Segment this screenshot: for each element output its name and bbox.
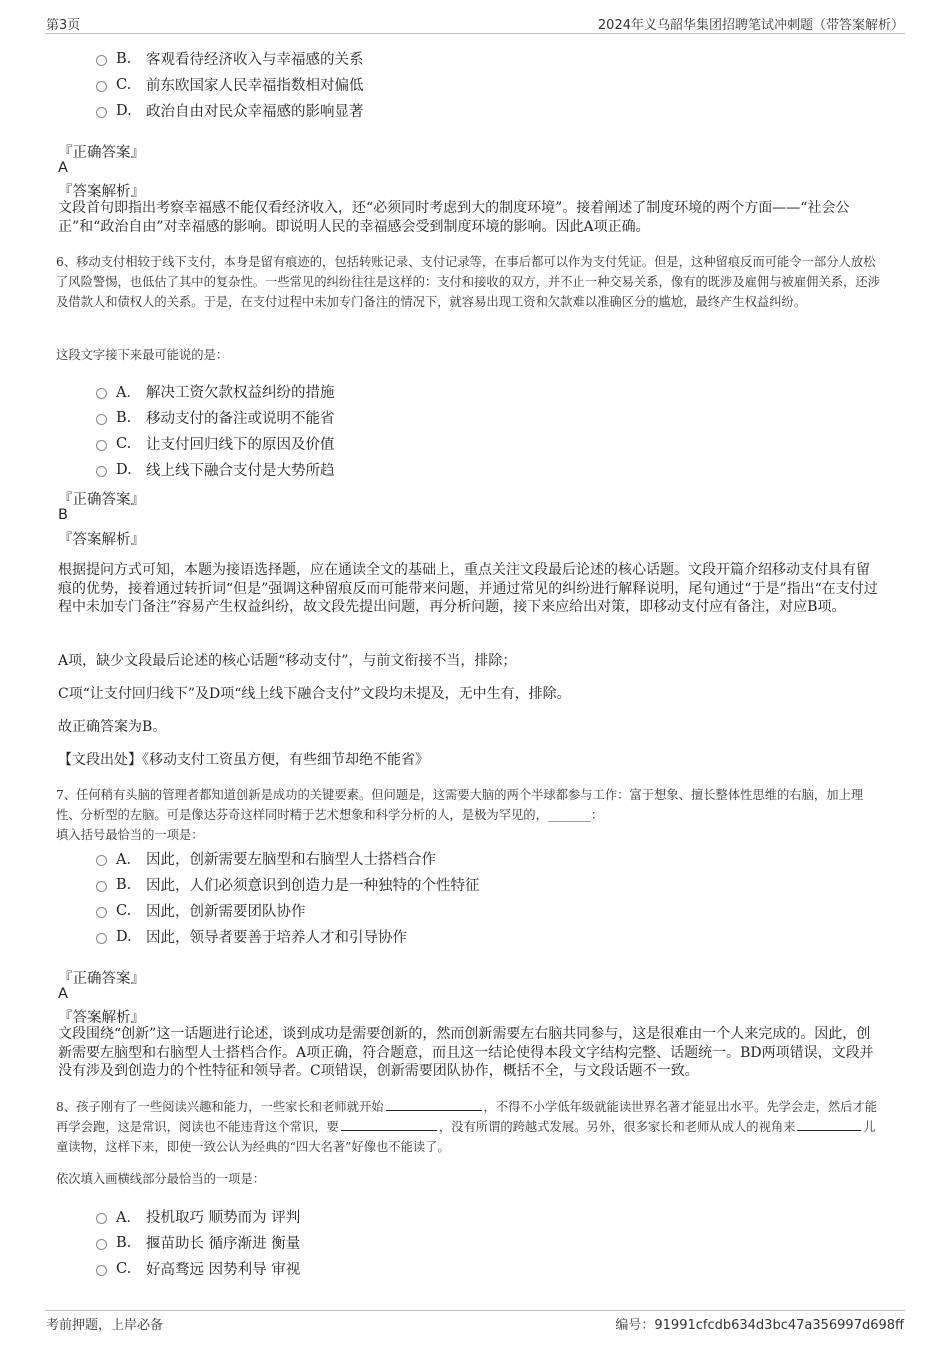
footer-slogan: 考前押题，上岸必备 [46, 1318, 164, 1333]
q5-analysis-label: 『答案解析』 [58, 184, 145, 200]
q6-analysis-p4: 故正确答案为B。 [58, 719, 167, 735]
q8-option-b[interactable]: B. 揠苗助长 循序渐进 衡量 [96, 1232, 300, 1253]
radio-icon[interactable] [96, 1213, 107, 1224]
q7-analysis-label: 『答案解析』 [58, 1010, 145, 1026]
q8-blank-2[interactable] [341, 1118, 437, 1131]
q6-option-c[interactable]: C. 让支付回归线下的原因及价值 [96, 433, 335, 454]
q7-stem: 7、任何稍有头脑的管理者都知道创新是成功的关键要素。但问题是，这需要大脑的两个半球都参与工作：富于想象、擅长整体性思维的右脑，加上理性、分析型的左脑。可是像达芬奇这样同时精于艺术想象和科学分析的人，是极为罕见的，_______： [56, 788, 864, 822]
q5-option-b[interactable]: B. 客观看待经济收入与幸福感的关系 [96, 48, 364, 69]
q8-option-c[interactable]: C. 好高骛远 因势利导 审视 [96, 1258, 300, 1279]
q8-blank-3[interactable] [797, 1118, 861, 1131]
q5-answer-label: 『正确答案』 [58, 145, 145, 161]
radio-icon[interactable] [96, 907, 107, 918]
radio-icon[interactable] [96, 466, 107, 477]
q6-analysis-p3: C项“让支付回归线下”及D项“线上线下融合支付”文段均未提及，无中生有，排除。 [58, 686, 571, 702]
radio-icon[interactable] [96, 1265, 107, 1276]
q7-answer-label: 『正确答案』 [58, 971, 145, 987]
radio-icon[interactable] [96, 107, 107, 118]
q6-stem: 6、移动支付相较于线下支付，本身是留有痕迹的，包括转账记录、支付记录等，在事后都可以作为支付凭证。但是，这种留痕反而可能令一部分人放松了风险警惕，也低估了其中的复杂性。一些常见的纠纷往往是这样的：支付和接收的双方，并不止一种交易关系，像有的既涉及雇佣与被雇佣关系，还涉及借款人和债权人的关系。于是，在支付过程中未加专门备注的情况下，就容易出现工资和欠款难以准确区分的尴尬，最终产生权益纠纷。 [56, 255, 880, 309]
q6-option-a[interactable]: A． 解决工资欠款权益纠纷的措施 [96, 381, 335, 402]
document-title: 2024年义乌韶华集团招聘笔试冲刺题（带答案解析） [597, 18, 904, 33]
q5-analysis: 文段首句即指出考察幸福感不能仅看经济收入，还“必须同时考虑到大的制度环境”。接着阐述了制度环境的两个方面——“社会公正”和“政治自由”对幸福感的影响。即说明人民的幸福感会受到制度环境的影响。因此A项正确。 [58, 200, 850, 235]
q6-option-d[interactable]: D. 线上线下融合支付是大势所趋 [96, 459, 335, 480]
radio-icon[interactable] [96, 414, 107, 425]
radio-icon[interactable] [96, 388, 107, 399]
q7-analysis: 文段围绕“创新”这一话题进行论述，谈到成功是需要创新的，然而创新需要左右脑共同参与，这是很难由一个人来完成的。因此，创新需要左脑型和右脑型人士搭档合作。A项正确，符合题意，而且这一结论使得本段文字结构完整、话题统一。BD两项错误，文段并没有涉及到创造力的个性特征和领导者。C项错误，创新需要团队协作，概括不全，与文段话题不一致。 [58, 1026, 874, 1079]
q6-analysis-p1: 根据提问方式可知，本题为接语选择题，应在通读全文的基础上，重点关注文段最后论述的核心话题。文段开篇介绍移动支付具有留痕的优势，接着通过转折词“但是”强调这种留痕反而可能带来问题，并通过常见的纠纷进行解释说明，尾句通过“于是”指出“在支付过程中未加专门备注”容易产生权益纠纷，故文段先提出问题，再分析问题，接下来应给出对策，即移动支付应有备注，对应B项。 [58, 562, 878, 615]
q6-option-b[interactable]: B. 移动支付的备注或说明不能省 [96, 407, 335, 428]
radio-icon[interactable] [96, 855, 107, 866]
q5-answer: A [58, 160, 68, 176]
radio-icon[interactable] [96, 440, 107, 451]
q6-source: 【文段出处】《移动支付工资虽方便，有些细节却绝不能省》 [58, 752, 429, 768]
q5-option-d[interactable]: D. 政治自由对民众幸福感的影响显著 [96, 100, 364, 121]
q7-option-a[interactable]: A． 因此，创新需要左脑型和右脑型人士搭档合作 [96, 848, 436, 869]
q7-option-c[interactable]: C. 因此，创新需要团队协作 [96, 900, 306, 921]
q6-analysis-p2: A项，缺少文段最后论述的核心话题“移动支付”，与前文衔接不当，排除； [58, 653, 517, 669]
footer-divider [45, 1310, 905, 1311]
radio-icon[interactable] [96, 933, 107, 944]
page-number: 第3页 [46, 18, 81, 33]
q6-answer: B [58, 507, 68, 523]
q8-prompt: 依次填入画横线部分最恰当的一项是： [56, 1172, 266, 1186]
q6-answer-label: 『正确答案』 [58, 492, 145, 508]
q8-stem: 8、孩子刚有了一些阅读兴趣和能力，一些家长和老师就开始 ，不得不小学低年级就能读世界名著才能显出水平。先学会走，然后才能再学会跑，这是常识，阅读也不能违背这个常识，要 ，没有所谓的跨越式发展。另外，很多家长和老师从成人的视角来 儿童读物，这样下来，即使一致公认为经典的“四大名著”好像也不能读了。 [56, 1100, 878, 1154]
radio-icon[interactable] [96, 81, 107, 92]
q8-option-a[interactable]: A． 投机取巧 顺势而为 评判 [96, 1206, 300, 1227]
q7-answer: A [58, 986, 68, 1002]
radio-icon[interactable] [96, 55, 107, 66]
q7-prompt: 填入括号最恰当的一项是： [56, 828, 204, 842]
q7-option-d[interactable]: D. 因此，领导者要善于培养人才和引导协作 [96, 926, 407, 947]
q5-option-c[interactable]: C. 前东欧国家人民幸福指数相对偏低 [96, 74, 364, 95]
q7-option-b[interactable]: B. 因此，人们必须意识到创造力是一种独特的个性特征 [96, 874, 480, 895]
q6-analysis-label: 『答案解析』 [58, 532, 145, 548]
radio-icon[interactable] [96, 1239, 107, 1250]
q6-prompt: 这段文字接下来最可能说的是： [56, 348, 229, 362]
q8-blank-1[interactable] [386, 1098, 482, 1111]
document-code: 编号：91991cfcdb634d3bc47a356997d698ff [615, 1318, 904, 1333]
header-divider [45, 33, 905, 34]
radio-icon[interactable] [96, 881, 107, 892]
